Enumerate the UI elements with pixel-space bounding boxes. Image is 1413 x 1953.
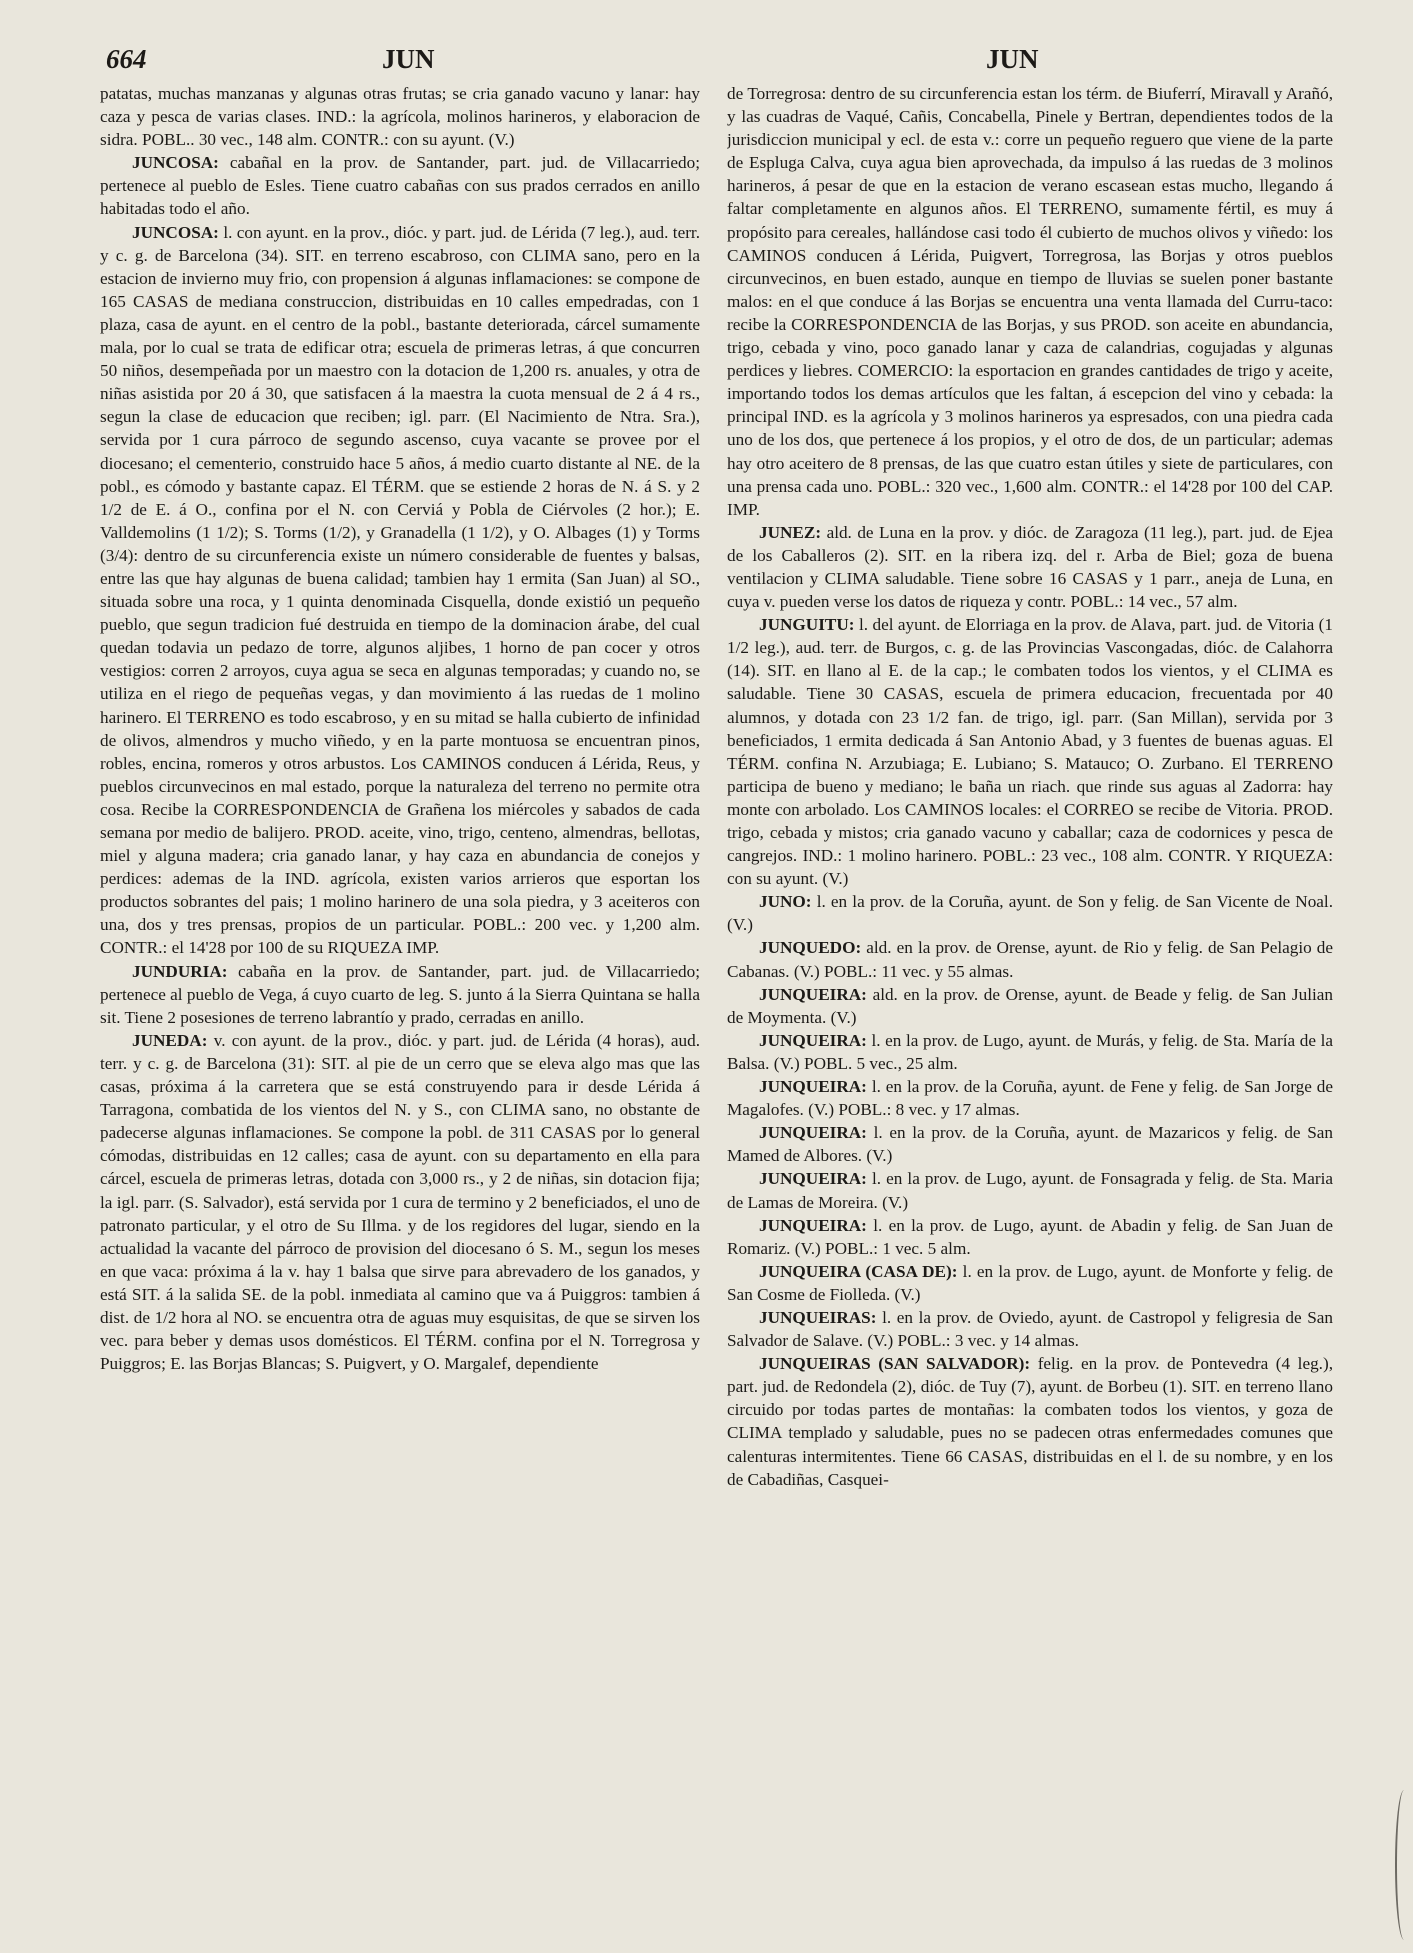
entry-body: l. en la prov. de Lugo, ayunt. de Fonsagrada y felig. de Sta. Maria de Lamas de Moreira. (V.) [727, 1169, 1333, 1212]
entry-body: cabañal en la prov. de Santander, part. jud. de Villacarriedo; pertenece al pueblo de Esles. Tiene cuatro cabañas con sus prados cerrados en anillo habitadas todo el año. [100, 153, 700, 219]
entry-title: JUNQUEIRAS: [759, 1307, 877, 1327]
right-column [727, 82, 1333, 1942]
dictionary-entry [100, 82, 700, 151]
dictionary-entry [727, 936, 1333, 982]
entry-body: v. con ayunt. de la prov., dióc. y part. jud. de Lérida (4 horas), aud. terr. y c. g. de Barcelona (31): SIT. al pie de un cerro que se eleva algo mas que las casas, próxima á la carretera que se está construyendo para ir desde Lérida á Tarragona, combatida de los vientos del N. y S., con CLIMA sano, no obstante de padecerse algunas inflamaciones. Se compone la pobl. de 311 CASAS por lo general cómodas, distribuidas en 12 calles; casa de ayunt. con su departamento en ella para cárcel, escuela de primeras letras, dotada con 3,000 rs., y 2 de niñas, sin dotacion fija; la igl. parr. (S. Salvador), está servida por 1 cura de termino y 2 beneficiados, el uno de patronato particular, y el otro de Su Illma. y de los regidores del lugar, siendo en la actualidad la vacante del párroco de provision del diocesano ó S. M., segun los meses en que vaca: próxima á la v. hay 1 balsa que sirve para abrevadero de los ganados, y está SIT. á la salida SE. de la pobl. inmediata al camino que va á Puiggros: tambien á dist. de 1/2 hora al NO. se encuentra otra de aguas muy esquisitas, de que se sirven los vec. para beber y demas usos domésticos. El TÉRM. confina por el N. Torregrosa y Puiggros; E. las Borjas Blancas; S. Puigvert, y O. Margalef, dependiente [100, 1030, 700, 1374]
entry-title: JUNCOSA: [132, 222, 219, 242]
dictionary-entry [100, 960, 700, 1029]
entry-title: JUNGUITU: [759, 615, 855, 635]
entry-title: JUNQUEIRA (CASA DE): [759, 1261, 958, 1281]
entry-body: ald. en la prov. de Orense, ayunt. de Beade y felig. de San Julian de Moymenta. (V.) [727, 984, 1333, 1027]
entry-title: JUNO: [759, 892, 812, 912]
dictionary-entry [727, 82, 1333, 521]
entry-body: patatas, muchas manzanas y algunas otras frutas; se cria ganado vacuno y lanar: hay caza y pesca de varias clases. IND.: la agrícola, molinos harineros, y elaboracion de sidra. POBL.. 30 vec., 148 alm. CONTR.: con su ayunt. (V.) [100, 84, 700, 150]
dictionary-entry [727, 1352, 1333, 1491]
entry-title: JUNQUEIRA: [759, 1030, 867, 1050]
dictionary-entry [727, 521, 1333, 613]
entry-title: JUNQUEIRA: [759, 1123, 867, 1143]
entry-title: JUNQUEIRA: [759, 984, 867, 1004]
dictionary-entry [100, 1029, 700, 1375]
dictionary-entry [727, 1260, 1333, 1306]
entry-body: l. en la prov. de la Coruña, ayunt. de Mazaricos y felig. de San Mamed de Albores. (V.) [727, 1123, 1333, 1166]
entry-title: JUNQUEIRA: [759, 1077, 867, 1097]
dictionary-entry [727, 1306, 1333, 1352]
dictionary-entry [727, 1121, 1333, 1167]
dictionary-entry [727, 1167, 1333, 1213]
entry-title: JUNQUEIRA: [759, 1169, 867, 1189]
entry-body: l. en la prov. de Lugo, ayunt. de Murás, y felig. de Sta. María de la Balsa. (V.) POBL. 5 vec., 25 alm. [727, 1030, 1333, 1073]
entry-title: JUNQUEIRAS (SAN SALVADOR): [759, 1354, 1031, 1374]
entry-title: JUNQUEDO: [759, 938, 862, 958]
dictionary-entry [100, 151, 700, 220]
dictionary-entry [727, 613, 1333, 890]
entry-title: JUNEZ: [759, 522, 822, 542]
entry-body: l. con ayunt. en la prov., dióc. y part. jud. de Lérida (7 leg.), aud. terr. y c. g. de Barcelona (34). SIT. en terreno escabroso, con CLIMA sano, pero en la estacion de invierno muy frio, con propension á algunas inflamaciones: se compone de 165 CASAS de mediana construccion, distribuidas en 10 calles empedradas, con 1 plaza, casa de ayunt. en el centro de la pobl., bastante deteriorada, cárcel sumamente mala, por lo cual se trata de edificar otra; escuela de primeras letras, á que concurren 50 niños, desempeñada por un maestro con la dotacion de 1,200 rs. anuales, y otra de niñas asistida por 20 á 30, que satisfacen á la maestra la cuota mensual de 2 á 4 rs., segun la clase de educacion que reciben; igl. parr. (El Nacimiento de Ntra. Sra.), servida por 1 cura párroco de segundo ascenso, cuya vacante se provee por el diocesano; el cementerio, construido hace 5 años, á medio cuarto distante al NE. de la pobl., es cómodo y bastante capaz. El TÉRM. que se estiende 2 horas de N. á S. y 2 1/2 de E. á O., confina por el N. con Cerviá y Pobla de Ciérvoles (2 hor.); E. Valldemolins (1 1/2); S. Torms (1/2), y Granadella (1 1/2), y O. Albages (1) y Torms (3/4): dentro de su circunferencia existe un número considerable de fuentes y balsas, entre las que hay algunas de buena calidad; tambien hay 1 ermita (San Juan) al SO., situada sobre una roca, y 1 quinta denominada Cisquella, donde existió un pequeño pueblo, que segun tradicion fué destruida en tiempo de la dominacion árabe, del cual quedan todavia un pedazo de torre, algunos aljibes, 1 horno de pan cocer y otros vestigios: corren 2 arroyos, cuya agua se seca en algunas temporadas; y cuando no, se utiliza en el riego de pequeñas vegas, y dan movimiento á las ruedas de 1 molino harinero. El TERRENO es todo escabroso, y en su mitad se halla cubierto de infinidad de olivos, almendros y mucho viñedo, y en la parte montuosa se encuentran pinos, robles, encina, romeros y otros arbustos. Los CAMINOS conducen á Lérida, Reus, y pueblos circunvecinos en mal estado, porque la naturaleza del terreno no permite otra cosa. Recibe la CORRESPONDENCIA de Grañena los miércoles y sabados de cada semana por medio de balijero. PROD. aceite, vino, trigo, centeno, almendras, bellotas, miel y alguna madera; cria ganado lanar, y hay caza en abundancia de conejos y perdices: ademas de la IND. agrícola, existen varios arrieros que esportan los productos sobrantes del pais; 1 molino harinero de una sola piedra, y 3 aceiteros con una, dos y tres prensas, propios de un particular. POBL.: 200 vec. y 1,200 alm. CONTR.: el 14'28 por 100 de su RIQUEZA IMP. [100, 222, 700, 958]
entry-title: JUNEDA: [132, 1030, 208, 1050]
entry-body: l. en la prov. de Lugo, ayunt. de Abadin y felig. de San Juan de Romariz. (V.) POBL.: 1 vec. 5 alm. [727, 1215, 1333, 1258]
entry-title: JUNCOSA: [132, 153, 219, 173]
page-number: 664 [106, 44, 147, 74]
entry-title: JUNQUEIRA: [759, 1215, 867, 1235]
entry-body: felig. en la prov. de Pontevedra (4 leg.), part. jud. de Redondela (2), dióc. de Tuy (7), ayunt. de Borbeu (1). SIT. en terreno llano circuido por todas partes de montañas: la combaten todos los vientos, y goza de CLIMA templado y saludable, pues no se padecen otras enfermedades comunes que calenturas intermitentes. Tiene 66 CASAS, distribuidas en el l. de su nombre, y en los de Cabadiñas, Casquei- [727, 1354, 1333, 1489]
running-head-right: JUN [986, 44, 1039, 74]
page-curl-shadow [1395, 1790, 1413, 1940]
dictionary-entry [727, 983, 1333, 1029]
running-head-left: JUN [382, 44, 435, 74]
entry-body: de Torregrosa: dentro de su circunferencia estan los térm. de Biuferrí, Miravall y Arañó, y las cuadras de Vaqué, Cañis, Concabella, Pinele y Bertran, dependientes todos de la jurisdiccion municipal y ecl. de esta v.: corre un pequeño reguero que viene de la parte de Espluga Calva, cuya agua bien aprovechada, da impulso á las ruedas de 3 molinos harineros, á pesar de que en la estacion de verano escasean estas mucho, llegando á faltar completamente en algunos años. El TERRENO, sumamente fértil, es muy á propósito para cereales, hallándose casi todo él cubierto de muchos olivos y viñedo: los CAMINOS conducen á Lérida, Puigvert, Torregrosa, las Borjas y otros pueblos circunvecinos, en buen estado, aunque en tiempo de lluvias se suelen poner bastante malos: en el que conduce á las Borjas se encuentra una venta llamada del Curru-taco: recibe la CORRESPONDENCIA de las Borjas, y sus PROD. son aceite en abundancia, trigo, cebada y vino, poco ganado lanar y caza de calandrias, cogujadas y algunas perdices y liebres. COMERCIO: la esportacion en grandes cantidades de trigo y aceite, importando todos los demas artículos que les faltan, á escepcion del vino y cebada: la principal IND. es la agrícola y 3 molinos harineros ya espresados, con una piedra cada uno de los dos, que pertenece á los propios, y el otro de dos, de un particular; ademas hay otro aceitero de 8 prensas, de las que cuatro estan útiles y siete de particulares, con una prensa cada uno. POBL.: 320 vec., 1,600 alm. CONTR.: el 14'28 por 100 del CAP. IMP. [727, 84, 1333, 519]
entry-body: l. en la prov. de Oviedo, ayunt. de Castropol y feligresia de San Salvador de Salave. (V.) POBL.: 3 vec. y 14 almas. [727, 1307, 1333, 1351]
entry-body: l. en la prov. de la Coruña, ayunt. de Son y felig. de San Vicente de Noal. (V.) [727, 892, 1333, 935]
dictionary-entry [727, 1029, 1333, 1075]
entry-body: l. en la prov. de Lugo, ayunt. de Monforte y felig. de San Cosme de Fiolleda. (V.) [727, 1261, 1333, 1304]
entry-body: ald. en la prov. de Orense, ayunt. de Rio y felig. de San Pelagio de Cabanas. (V.) POBL.: 11 vec. y 55 almas. [727, 938, 1333, 981]
left-column [100, 82, 700, 1942]
entry-body: l. en la prov. de la Coruña, ayunt. de Fene y felig. de San Jorge de Magalofes. (V.) POBL.: 8 vec. y 17 almas. [727, 1077, 1333, 1120]
dictionary-entry [727, 890, 1333, 936]
entry-body: cabaña en la prov. de Santander, part. jud. de Villacarriedo; pertenece al pueblo de Vega, á cuyo cuarto de leg. S. junto á la Sierra Quintana se halla sit. Tiene 2 posesiones de terreno labrantío y prado, cerradas en anillo. [100, 961, 700, 1027]
dictionary-entry [727, 1075, 1333, 1121]
entry-body: l. del ayunt. de Elorriaga en la prov. de Alava, part. jud. de Vitoria (1 1/2 leg.), aud. terr. de Burgos, c. g. de las Provincias Vascongadas, dióc. de Calahorra (14). SIT. en llano al E. de la cap.; le combaten todos los vientos, y el CLIMA es saludable. Tiene 30 CASAS, escuela de primera educacion, frecuentada por 40 alumnos, y dotada con 23 1/2 fan. de trigo, igl. parr. (San Millan), servida por 3 beneficiados, 1 ermita dedicada á San Antonio Abad, y 3 fuentes de buenas aguas. El TÉRM. confina N. Arzubiaga; E. Lubiano; S. Matauco; O. Zurbano. El TERRENO participa de bueno y mediano; le baña un riach. que rinde sus aguas al Zadorra: hay monte con arbolado. Los CAMINOS locales: el CORREO se recibe de Vitoria. PROD. trigo, cebada y mistos; cria ganado vacuno y caballar; caza de codornices y pesca de cangrejos. IND.: 1 molino harinero. POBL.: 23 vec., 108 alm. CONTR. Y RIQUEZA: con su ayunt. (V.) [727, 615, 1333, 889]
entry-body: ald. de Luna en la prov. y dióc. de Zaragoza (11 leg.), part. jud. de Ejea de los Caballeros (2). SIT. en la ribera izq. del r. Arba de Biel; goza de buena ventilacion y CLIMA saludable. Tiene sobre 16 CASAS y 1 parr., aneja de Luna, en cuya v. pueden verse los datos de riqueza y contr. POBL.: 14 vec., 57 alm. [727, 522, 1333, 612]
entry-title: JUNDURIA: [132, 961, 228, 981]
dictionary-entry [727, 1214, 1333, 1260]
dictionary-entry [100, 221, 700, 960]
